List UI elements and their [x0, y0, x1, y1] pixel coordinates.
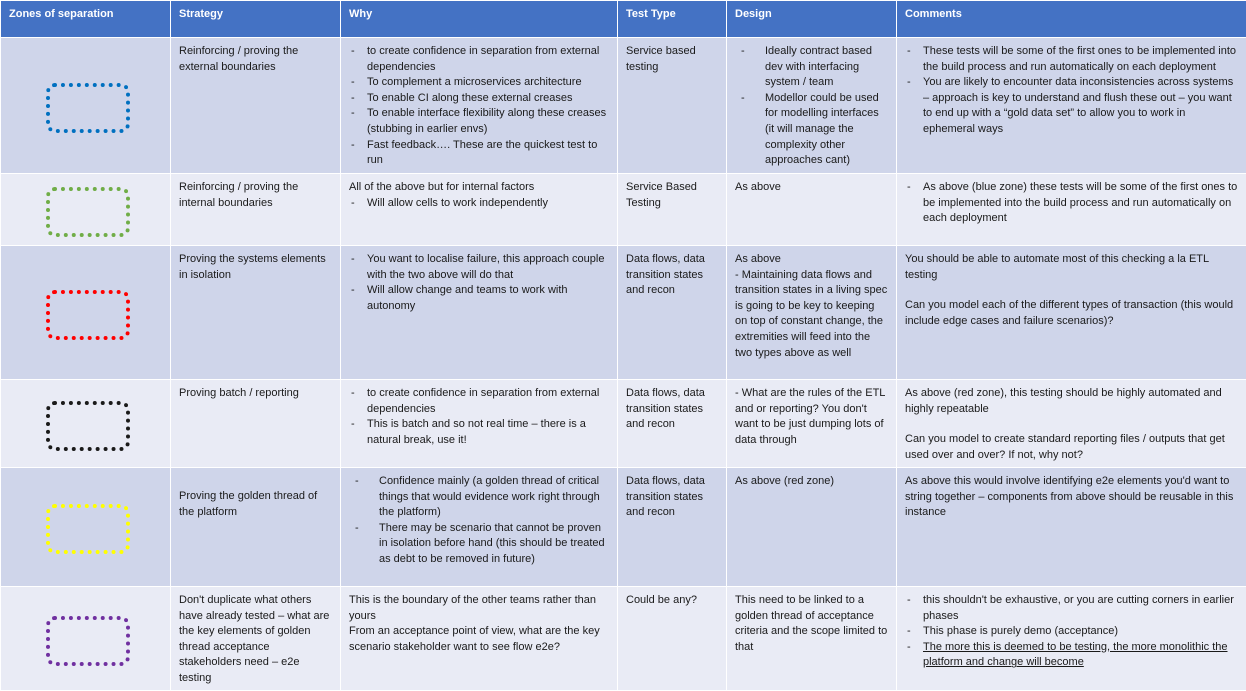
comments-text: You should be able to automate most of this checking a la ETL testing [905, 252, 1238, 283]
design-cell: This need to be linked to a golden thread of acceptance criteria and the scope limited to that [727, 587, 897, 691]
strategy-cell: Reinforcing / proving the external boundaries [171, 38, 341, 174]
header-strategy: Strategy [171, 1, 341, 38]
why-cell [341, 38, 618, 174]
zone-box-green [46, 187, 130, 237]
zone-cell [1, 468, 171, 587]
zone-box-black [46, 401, 130, 451]
test-type-cell: Data flows, data transition states and recon [618, 246, 727, 380]
header-design: Design [727, 1, 897, 38]
why-cell [341, 246, 618, 380]
list-item: - Confidence mainly (a golden thread of critical things that would evidence work right through the platform) [379, 474, 609, 521]
zone-cell [1, 246, 171, 380]
list-item: - This phase is purely demo (acceptance) [923, 624, 1238, 640]
zone-box-red [46, 290, 130, 340]
comments-text: Can you model each of the different types of transaction (this would include edge cases and failure scenarios)? [905, 298, 1238, 329]
list-item: - You are likely to encounter data inconsistencies across systems – approach is key to understand and flush these out – you want to end up with a “gold data set” to allow you to work in ephemeral ways [923, 75, 1238, 137]
list-item: - To complement a microservices architecture [367, 75, 609, 91]
zone-box-blue [46, 83, 130, 133]
header-why: Why [341, 1, 618, 38]
test-type-cell: Data flows, data transition states and recon [618, 468, 727, 587]
why-cell [341, 587, 618, 691]
list-item: - Modellor could be used for modelling interfaces (it will manage the complexity other approaches cant) [765, 91, 888, 169]
strategy-text: Proving the golden thread of the platform [179, 490, 317, 518]
comments-cell [897, 246, 1246, 380]
header-zones: Zones of separation [1, 1, 171, 38]
design-cell: As above (red zone) [727, 468, 897, 587]
comments-text: Can you model to create standard reporting files / outputs that get used over and over? If not, why not? [905, 432, 1238, 463]
zone-box-purple [46, 616, 130, 666]
why-text: From an acceptance point of view, what are the key scenario stakeholder want to see flow e2e? [349, 624, 609, 655]
header-test-type: Test Type [618, 1, 727, 38]
table-row [1, 380, 1246, 468]
comments-cell: As above this would involve identifying e2e elements you'd want to string together – components from above should be reusable in this instance [897, 468, 1246, 587]
table-row [1, 468, 1246, 587]
comments-cell [897, 38, 1246, 174]
why-text: This is the boundary of the other teams rather than yours [349, 593, 609, 624]
zone-box-yellow [46, 504, 130, 554]
list-item: - You want to localise failure, this approach couple with the two above will do that [367, 252, 609, 283]
strategy-cell: Proving batch / reporting [171, 380, 341, 468]
design-cell: - What are the rules of the ETL and or reporting? You don't want to be just dumping lots of data through [727, 380, 897, 468]
list-item: - These tests will be some of the first ones to be implemented into the build process and run automatically on each deployment [923, 44, 1238, 75]
design-cell: As above [727, 174, 897, 246]
list-item: - Fast feedback…. These are the quickest test to run [367, 138, 609, 169]
list-item: - Will allow change and teams to work with autonomy [367, 283, 609, 314]
list-item: - This is batch and so not real time – there is a natural break, use it! [367, 417, 609, 448]
list-item: - to create confidence in separation from external dependencies [367, 386, 609, 417]
zone-cell [1, 587, 171, 691]
table-row [1, 587, 1246, 691]
comments-cell [897, 380, 1246, 468]
underlined-comment: The more this is deemed to be testing, the more monolithic the platform and change will become [923, 641, 1228, 669]
list-item: - this shouldn't be exhaustive, or you are cutting corners in earlier phases [923, 593, 1238, 624]
strategy-cell [171, 468, 341, 587]
strategy-cell: Proving the systems elements in isolation [171, 246, 341, 380]
table-row [1, 246, 1246, 380]
comments-text: As above (red zone), this testing should be highly automated and highly repeatable [905, 386, 1238, 417]
why-intro: All of the above but for internal factors [349, 180, 609, 196]
list-item: - As above (blue zone) these tests will be some of the first ones to be implemented into the build process and run automatically on each deployment [923, 180, 1238, 227]
why-cell [341, 380, 618, 468]
table-row [1, 38, 1246, 174]
strategy-cell: Don't duplicate what others have already tested – what are the key elements of golden thread acceptance stakeholders need – e2e testing [171, 587, 341, 691]
test-type-cell: Data flows, data transition states and recon [618, 380, 727, 468]
test-type-cell: Service Based Testing [618, 174, 727, 246]
list-item [923, 640, 1238, 671]
design-cell [727, 38, 897, 174]
design-cell [727, 246, 897, 380]
why-cell [341, 174, 618, 246]
list-item: - To enable CI along these external creases [367, 91, 609, 107]
why-cell [341, 468, 618, 587]
test-type-cell: Service based testing [618, 38, 727, 174]
list-item: - There may be scenario that cannot be proven in isolation before hand (this should be treated as debt to be removed in future) [379, 521, 609, 568]
test-type-cell: Could be any? [618, 587, 727, 691]
design-text: As above [735, 252, 888, 268]
design-text-detail: - Maintaining data flows and transition states in a living spec is going to be key to keeping on top of constant change, the extremities will feed into the two types above as well [735, 268, 888, 362]
comments-cell [897, 174, 1246, 246]
zone-cell [1, 174, 171, 246]
zone-cell [1, 38, 171, 174]
table-row [1, 174, 1246, 246]
strategy-cell: Reinforcing / proving the internal boundaries [171, 174, 341, 246]
comments-cell [897, 587, 1246, 691]
zone-cell [1, 380, 171, 468]
list-item: - Will allow cells to work independently [367, 196, 609, 212]
header-comments: Comments [897, 1, 1246, 38]
list-item: - To enable interface flexibility along these creases (stubbing in earlier envs) [367, 106, 609, 137]
list-item: - Ideally contract based dev with interfacing system / team [765, 44, 888, 91]
header-row [1, 1, 1246, 38]
list-item: - to create confidence in separation from external dependencies [367, 44, 609, 75]
